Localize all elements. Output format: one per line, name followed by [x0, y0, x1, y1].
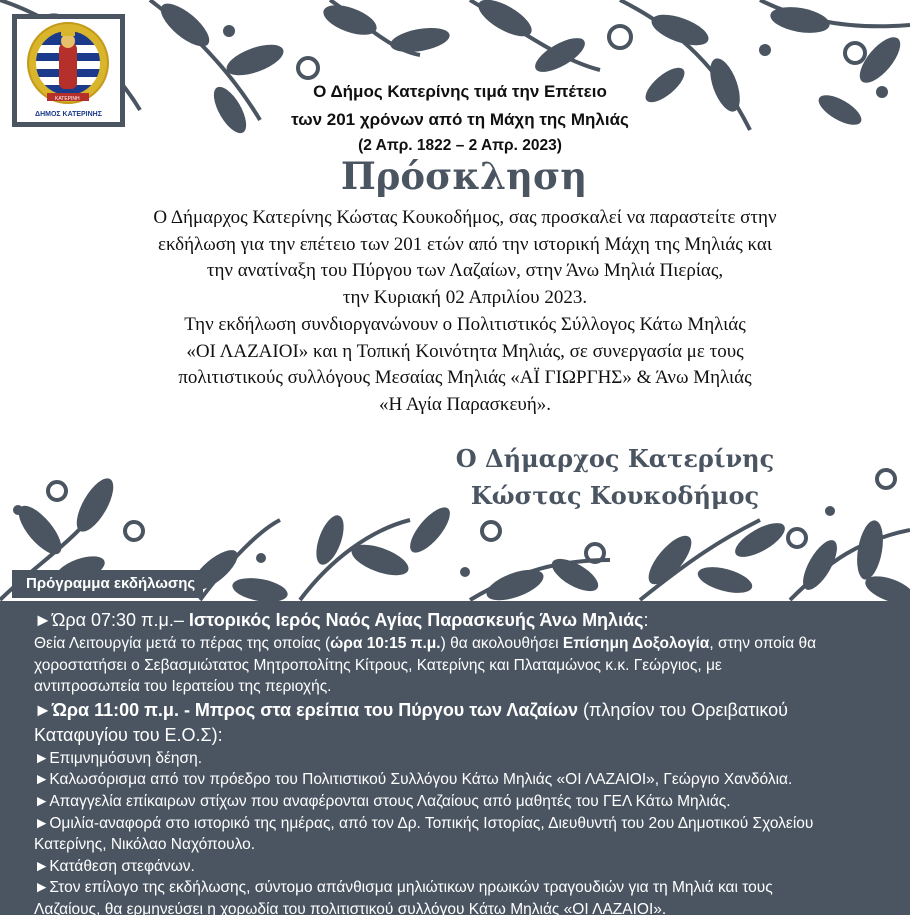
desc-doxology: Επίσημη Δοξολογία [562, 635, 710, 652]
body-line: Την εκδήλωση συνδιοργανώνουν ο Πολιτιστικός Σύλλογος Κάτω Μηλιάς [184, 313, 746, 335]
program-second-heading-2: Καταφυγίου του Ε.Ο.Σ): [34, 724, 223, 745]
program-item: Λαζαίους, θα ερμηνεύσει η χορωδία του πολιτιστικού συλλόγου Κάτω Μηλιάς «ΟΙ ΛΑΖΑΙΟΙ». [34, 900, 667, 918]
municipality-logo [12, 14, 125, 127]
header-line-1: Ο Δήμος Κατερίνης τιμά την Επέτειο [313, 82, 607, 101]
logo-caption: ΔΗΜΟΣ ΚΑΤΕΡΙΝΗΣ [35, 111, 102, 118]
second-rest: (πλησίον του Ορειβατικού [578, 699, 789, 720]
body-line: πολιτιστικούς συλλόγους Μεσαίας Μηλιάς «ΑΪ ΓΙΩΡΓΗΣ» & Άνω Μηλιάς [178, 367, 752, 389]
program-first-desc-2: χοροστατήσει ο Σεβασμιώτατος Μητροπολίτης Κίτρους, Κατερίνης και Πλαταμώνος κ.κ. Γεώργιος, με [34, 656, 722, 674]
header-dates: (2 Απρ. 1822 – 2 Απρ. 2023) [358, 137, 562, 154]
program-first-desc [34, 633, 898, 655]
body-line: «Η Αγία Παρασκευή». [378, 393, 552, 415]
body-line: Ο Δήμαρχος Κατερίνης Κώστας Κουκοδήμος, σας προσκαλεί να παραστείτε στην [153, 207, 777, 228]
program-label: Πρόγραμμα εκδήλωσης [12, 570, 203, 598]
body-line: την ανατίναξη του Πύργου των Λαζαίων, στην Άνω Μηλιά Πιερίας, [206, 260, 724, 282]
first-suffix: : [643, 610, 649, 630]
program-item: ►Στον επίλογο της εκδήλωσης, σύντομο απάνθισμα μηλιώτικων ηρωικών τραγουδιών για τη Μηλιά και τους [34, 879, 773, 897]
page-title: Πρόσκληση [340, 154, 588, 198]
program-first-heading [34, 608, 898, 633]
first-place: Ιστορικός Ιερός Ναός Αγίας Παρασκευής Άνω Μηλιάς [188, 610, 644, 630]
second-heading: ►Ώρα 11:00 π.μ. - Μπρος στα ερείπια του Πύργου των Λαζαίων [34, 699, 578, 720]
program-panel [0, 601, 910, 918]
signature-name: Κώστας Κουκοδήμος [470, 481, 760, 510]
program-item: ►Κατάθεση στεφάνων. [34, 857, 195, 875]
desc-text: Θεία Λειτουργία μετά το πέρας της οποίας ( [34, 635, 331, 652]
body-line: εκδήλωση για την επέτειο των 201 ετών από την ιστορική Μάχη της Μηλιάς και [157, 233, 772, 255]
program-item: ►Ομιλία-αναφορά στο ιστορικό της ημέρας, από τον Δρ. Τοπικής Ιστορίας, Διευθυντή του 2ου Δημοτικού Σχολείου [34, 814, 814, 832]
header-line-2: των 201 χρόνων από τη Μάχη της Μηλιάς [291, 110, 629, 129]
logo-banner: ΚΑΤΕΡΙΝΗ [55, 96, 80, 102]
program-item: Κατερίνης, Νικόλαο Ναχόπουλο. [34, 836, 256, 854]
desc-text: , στην οποία θα [709, 635, 817, 652]
signature-title: Ο Δήμαρχος Κατερίνης [455, 444, 775, 473]
body-line: «ΟΙ ΛΑΖΑΙΟΙ» και η Τοπική Κοινότητα Μηλιάς, σε συνεργασία με τους [186, 340, 744, 362]
program-item: ►Καλωσόρισμα από τον πρόεδρο του Πολιτιστικού Συλλόγου Κάτω Μηλιάς «ΟΙ ΛΑΖΑΙΟΙ», Γεώργιο Χανδόλια. [34, 771, 793, 789]
desc-time: ώρα 10:15 π.μ. [330, 635, 441, 652]
body-line: την Κυριακή 02 Απριλίου 2023. [342, 287, 588, 309]
program-first-desc-3: αντιπροσωπεία του Ιερατείου της περιοχής. [34, 678, 332, 696]
desc-text: ) θα ακολουθήσει [440, 635, 563, 652]
first-time: ►Ώρα 07:30 π.μ.– [34, 610, 189, 630]
invitation-body [40, 205, 890, 419]
program-item: ►Επιμνημόσυνη δέηση. [34, 749, 203, 767]
program-second-heading [34, 698, 898, 723]
program-item: ►Απαγγελία επίκαιρων στίχων που αναφέρονται στους Λαζαίους από μαθητές του ΓΕΛ Κάτω Μηλιάς. [34, 792, 731, 810]
